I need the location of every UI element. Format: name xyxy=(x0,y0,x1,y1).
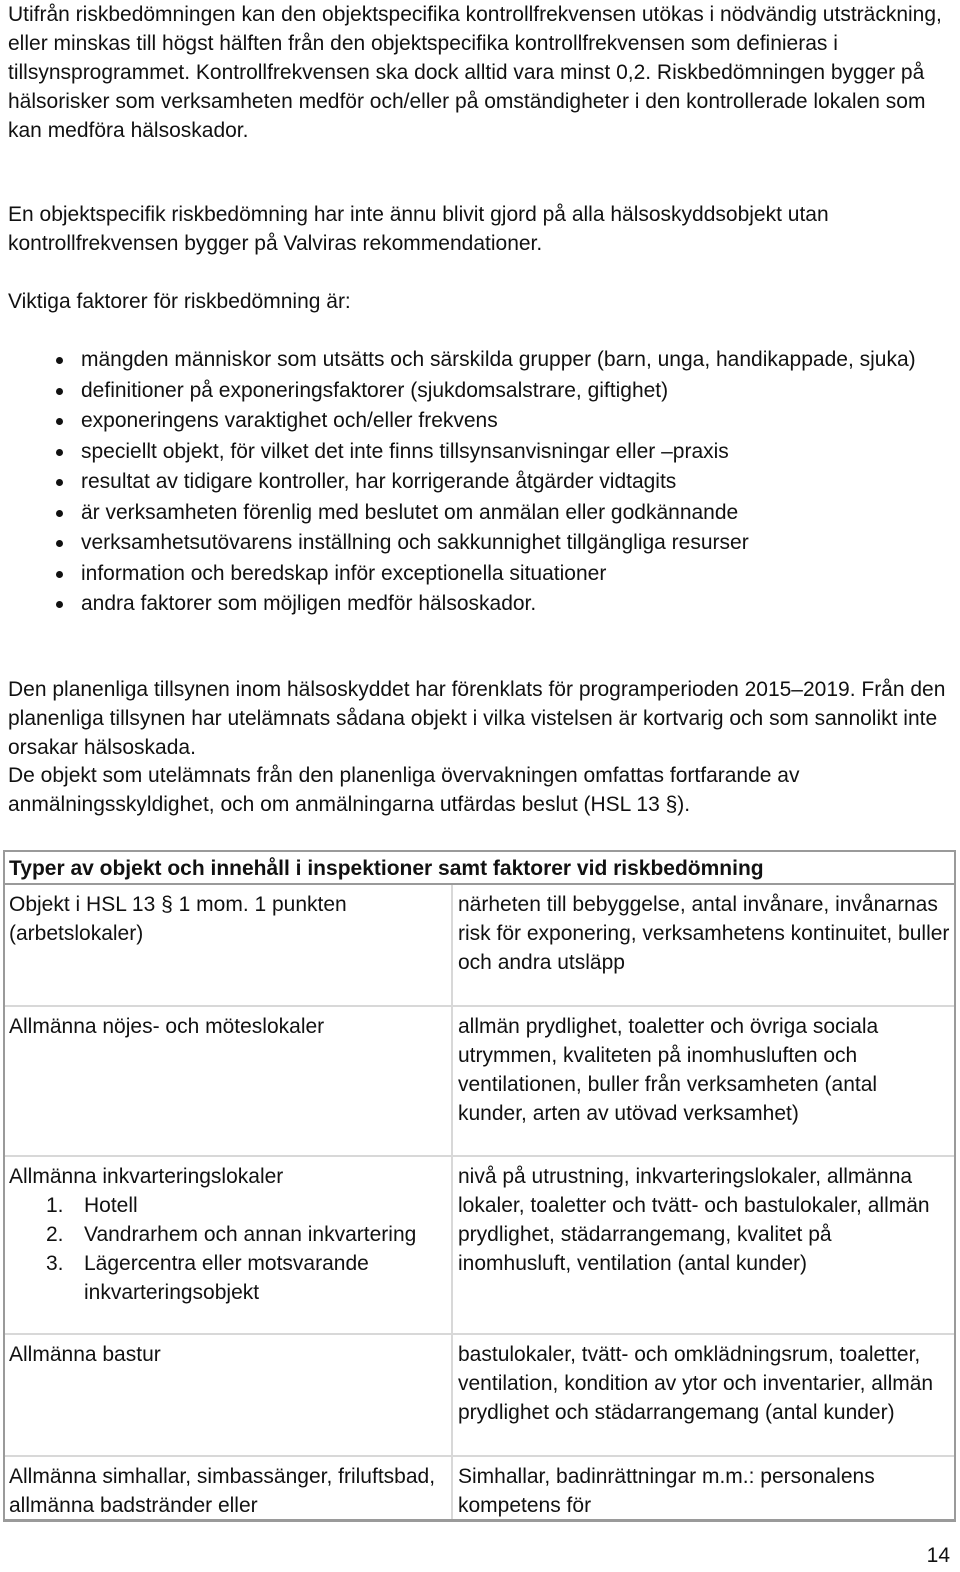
object-cell: Allmänna nöjes- och möteslokaler xyxy=(9,1015,325,1038)
list-item-text: Vandrarhem och annan inkvartering xyxy=(84,1223,417,1246)
risk-assessment-paragraph: En objektspecifik riskbedömning har inte ännu blivit gjord på alla hälsoskyddsobjekt utan kontrollfrekvensen bygger på Valviras rekommendationer. xyxy=(8,203,829,255)
factors-cell: Simhallar, badinrättningar m.m.: personalens kompetens för xyxy=(458,1465,875,1517)
bullet-icon xyxy=(56,388,63,395)
list-number: 3. xyxy=(46,1252,64,1275)
list-item-text: exponeringens varaktighet och/eller frekvens xyxy=(81,409,498,432)
bullet-icon xyxy=(56,540,63,547)
list-item xyxy=(0,376,941,406)
bullet-icon xyxy=(56,357,63,364)
table-row xyxy=(5,1457,954,1519)
list-item xyxy=(0,345,941,375)
page-number: 14 xyxy=(926,1544,950,1567)
accommodation-types-list xyxy=(9,1191,449,1307)
list-item xyxy=(0,467,941,497)
list-item xyxy=(9,1191,449,1220)
list-item-text: information och beredskap inför exceptionella situationer xyxy=(81,561,607,585)
list-item-text: andra faktorer som möjligen medför hälsoskador. xyxy=(81,592,537,615)
list-item-text: verksamhetsutövarens inställning och sakkunnighet tillgängliga resurser xyxy=(81,531,749,554)
list-item xyxy=(0,528,941,558)
bullet-icon xyxy=(56,449,63,456)
factors-cell: bastulokaler, tvätt- och omklädningsrum, toaletter, ventilation, kondition av ytor och inventarier, allmän prydlighet och städarrangemang (antal kunder) xyxy=(458,1343,934,1424)
column-divider xyxy=(451,1007,453,1155)
table-row xyxy=(5,1007,954,1157)
list-item-text: mängden människor som utsätts och särskilda grupper (barn, unga, handikappade, sjuka) xyxy=(81,348,916,371)
column-divider xyxy=(451,1335,453,1455)
list-item-text: är verksamheten förenlig med beslutet om anmälan eller godkännande xyxy=(81,500,739,524)
table-row xyxy=(5,885,954,1007)
factors-cell: nivå på utrustning, inkvarteringslokaler, allmänna lokaler, toaletter och tvätt- och bastulokaler, allmän prydlighet, städarrangemang, kvalitet på inomhusluft, ventilation (antal kunder) xyxy=(458,1165,930,1275)
list-item xyxy=(0,437,941,467)
inspection-table xyxy=(3,850,956,1522)
bullet-icon xyxy=(56,479,63,486)
object-cell xyxy=(9,1162,449,1307)
list-item xyxy=(0,406,941,436)
table-row xyxy=(5,1335,954,1457)
list-item xyxy=(0,498,941,528)
list-item-text: Hotell xyxy=(84,1194,138,1217)
list-number: 1. xyxy=(46,1194,64,1217)
risk-factors-list xyxy=(0,345,960,620)
list-item-text: definitioner på exponeringsfaktorer (sjukdomsalstrare, giftighet) xyxy=(81,378,669,402)
object-cell: Allmänna simhallar, simbassänger, friluftsbad, allmänna badstränder eller xyxy=(9,1465,436,1517)
table-title: Typer av objekt och innehåll i inspektioner samt faktorer vid riskbedömning xyxy=(5,852,954,885)
factors-cell: allmän prydlighet, toaletter och övriga sociala utrymmen, kvaliteten på inomhusluften och ventilationen, buller från verksamheten (antal kunder, arten av utövad verksamhet) xyxy=(458,1015,879,1125)
factors-heading: Viktiga faktorer för riskbedömning är: xyxy=(8,290,351,313)
intro-paragraph: Utifrån riskbedömningen kan den objektspecifika kontrollfrekvensen utökas i nödvändig utsträckning, eller minskas till högst hälften från den objektspecifika kontrollfrekvensen som definieras i tillsynsprogrammet. Kontrollfrekvensen ska dock alltid vara minst 0,2. Riskbedömningen bygger på hälsorisker som verksamheten medför och/eller på omständigheter i den kontrollerade lokalen som kan medföra hälsoskador. xyxy=(8,3,942,142)
list-item-text: resultat av tidigare kontroller, har korrigerande åtgärder vidtagits xyxy=(81,470,677,493)
list-item xyxy=(9,1249,449,1307)
notification-duty-paragraph: De objekt som utelämnats från den planenliga övervakningen omfattas fortfarande av anmälningsskyldighet, och om anmälningarna utfärdas beslut (HSL 13 §). xyxy=(8,764,800,816)
list-item-text: speciellt objekt, för vilket det inte finns tillsynsanvisningar eller –praxis xyxy=(81,439,729,463)
list-item xyxy=(0,559,941,589)
bullet-icon xyxy=(56,571,63,578)
column-divider xyxy=(451,1157,453,1333)
column-divider xyxy=(451,885,453,1005)
factors-cell: närheten till bebyggelse, antal invånare, invånarnas risk för exponering, verksamhetens kontinuitet, buller och andra utsläpp xyxy=(458,893,950,974)
list-item xyxy=(9,1220,449,1249)
object-title: Allmänna inkvarteringslokaler xyxy=(9,1165,284,1188)
column-divider xyxy=(451,1457,453,1519)
simplified-supervision-paragraph: Den planenliga tillsynen inom hälsoskyddet har förenklats för programperioden 2015–2019. Från den planenliga tillsynen har utelämnats sådana objekt i vilka vistelsen är kortvarig och som sannolikt inte orsakar hälsoskada. xyxy=(8,678,946,759)
bullet-icon xyxy=(56,418,63,425)
list-number: 2. xyxy=(46,1223,64,1246)
object-cell: Objekt i HSL 13 § 1 mom. 1 punkten (arbetslokaler) xyxy=(9,893,347,945)
bullet-icon xyxy=(56,601,63,608)
list-item xyxy=(0,589,941,619)
list-item-text: Lägercentra eller motsvarande inkvarteringsobjekt xyxy=(84,1252,369,1304)
bullet-icon xyxy=(56,510,63,517)
object-cell: Allmänna bastur xyxy=(9,1343,161,1366)
table-row xyxy=(5,1157,954,1335)
